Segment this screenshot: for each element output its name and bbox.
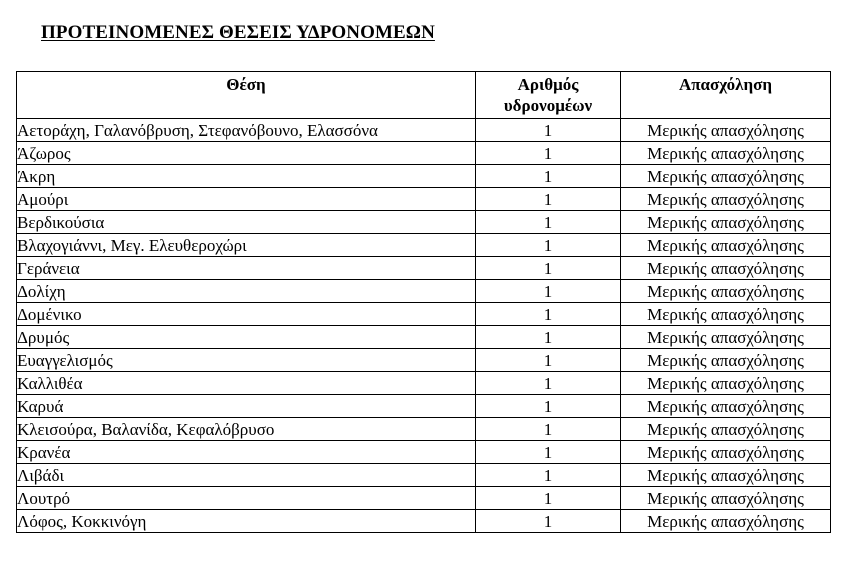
- cell-count: 1: [476, 487, 621, 510]
- cell-count: 1: [476, 326, 621, 349]
- cell-employment: Μερικής απασχόλησης: [621, 510, 831, 533]
- cell-count: 1: [476, 142, 621, 165]
- cell-employment: Μερικής απασχόλησης: [621, 188, 831, 211]
- cell-count: 1: [476, 211, 621, 234]
- table-row: [17, 418, 831, 441]
- cell-position: Καλλιθέα: [17, 372, 476, 395]
- positions-table: [16, 71, 831, 533]
- cell-employment: Μερικής απασχόλησης: [621, 418, 831, 441]
- cell-position: Γεράνεια: [17, 257, 476, 280]
- cell-position: Λουτρό: [17, 487, 476, 510]
- table-header-row: [17, 72, 831, 119]
- table-row: [17, 510, 831, 533]
- cell-count: 1: [476, 280, 621, 303]
- cell-employment: Μερικής απασχόλησης: [621, 395, 831, 418]
- cell-position: Λόφος, Κοκκινόγη: [17, 510, 476, 533]
- table-row: [17, 234, 831, 257]
- cell-position: Άκρη: [17, 165, 476, 188]
- cell-position: Ευαγγελισμός: [17, 349, 476, 372]
- header-position: [17, 72, 476, 119]
- cell-count: 1: [476, 372, 621, 395]
- cell-position: Βερδικούσια: [17, 211, 476, 234]
- table-body: [17, 119, 831, 533]
- cell-position: Άζωρος: [17, 142, 476, 165]
- cell-position: Δρυμός: [17, 326, 476, 349]
- table-row: [17, 119, 831, 142]
- cell-employment: Μερικής απασχόλησης: [621, 211, 831, 234]
- cell-position: Καρυά: [17, 395, 476, 418]
- cell-employment: Μερικής απασχόλησης: [621, 119, 831, 142]
- header-count-line1: Αριθμός: [517, 75, 579, 94]
- table-row: [17, 142, 831, 165]
- cell-employment: Μερικής απασχόλησης: [621, 280, 831, 303]
- cell-count: 1: [476, 418, 621, 441]
- table-row: [17, 349, 831, 372]
- cell-employment: Μερικής απασχόλησης: [621, 165, 831, 188]
- table-row: [17, 188, 831, 211]
- header-employment-label: Απασχόληση: [678, 75, 773, 94]
- cell-employment: Μερικής απασχόλησης: [621, 464, 831, 487]
- table-row: [17, 280, 831, 303]
- cell-employment: Μερικής απασχόλησης: [621, 372, 831, 395]
- cell-position: Αμούρι: [17, 188, 476, 211]
- table-row: [17, 303, 831, 326]
- cell-count: 1: [476, 257, 621, 280]
- header-employment: [621, 72, 831, 119]
- cell-count: 1: [476, 464, 621, 487]
- cell-position: Δολίχη: [17, 280, 476, 303]
- cell-position: Κρανέα: [17, 441, 476, 464]
- cell-count: 1: [476, 234, 621, 257]
- header-position-label: Θέση: [226, 75, 266, 94]
- cell-employment: Μερικής απασχόλησης: [621, 257, 831, 280]
- cell-employment: Μερικής απασχόλησης: [621, 234, 831, 257]
- document-title: ΠΡΟΤΕΙΝΟΜΕΝΕΣ ΘΕΣΕΙΣ ΥΔΡΟΝΟΜΕΩΝ: [41, 22, 435, 43]
- cell-count: 1: [476, 188, 621, 211]
- cell-position: Λιβάδι: [17, 464, 476, 487]
- table-row: [17, 464, 831, 487]
- cell-position: Δομένικο: [17, 303, 476, 326]
- cell-count: 1: [476, 395, 621, 418]
- table-row: [17, 395, 831, 418]
- cell-count: 1: [476, 165, 621, 188]
- cell-count: 1: [476, 119, 621, 142]
- cell-count: 1: [476, 303, 621, 326]
- cell-count: 1: [476, 441, 621, 464]
- cell-employment: Μερικής απασχόλησης: [621, 349, 831, 372]
- cell-employment: Μερικής απασχόλησης: [621, 303, 831, 326]
- header-count: [476, 72, 621, 119]
- table-row: [17, 211, 831, 234]
- cell-employment: Μερικής απασχόλησης: [621, 487, 831, 510]
- table-row: [17, 257, 831, 280]
- cell-count: 1: [476, 510, 621, 533]
- header-count-line2: υδρονομέων: [503, 96, 593, 115]
- cell-employment: Μερικής απασχόλησης: [621, 326, 831, 349]
- table-row: [17, 487, 831, 510]
- table-row: [17, 165, 831, 188]
- table-row: [17, 441, 831, 464]
- table-row: [17, 326, 831, 349]
- table-row: [17, 372, 831, 395]
- cell-position: Αετοράχη, Γαλανόβρυση, Στεφανόβουνο, Ελασσόνα: [17, 119, 476, 142]
- cell-count: 1: [476, 349, 621, 372]
- cell-position: Βλαχογιάννι, Μεγ. Ελευθεροχώρι: [17, 234, 476, 257]
- cell-position: Κλεισούρα, Βαλανίδα, Κεφαλόβρυσο: [17, 418, 476, 441]
- cell-employment: Μερικής απασχόλησης: [621, 142, 831, 165]
- cell-employment: Μερικής απασχόλησης: [621, 441, 831, 464]
